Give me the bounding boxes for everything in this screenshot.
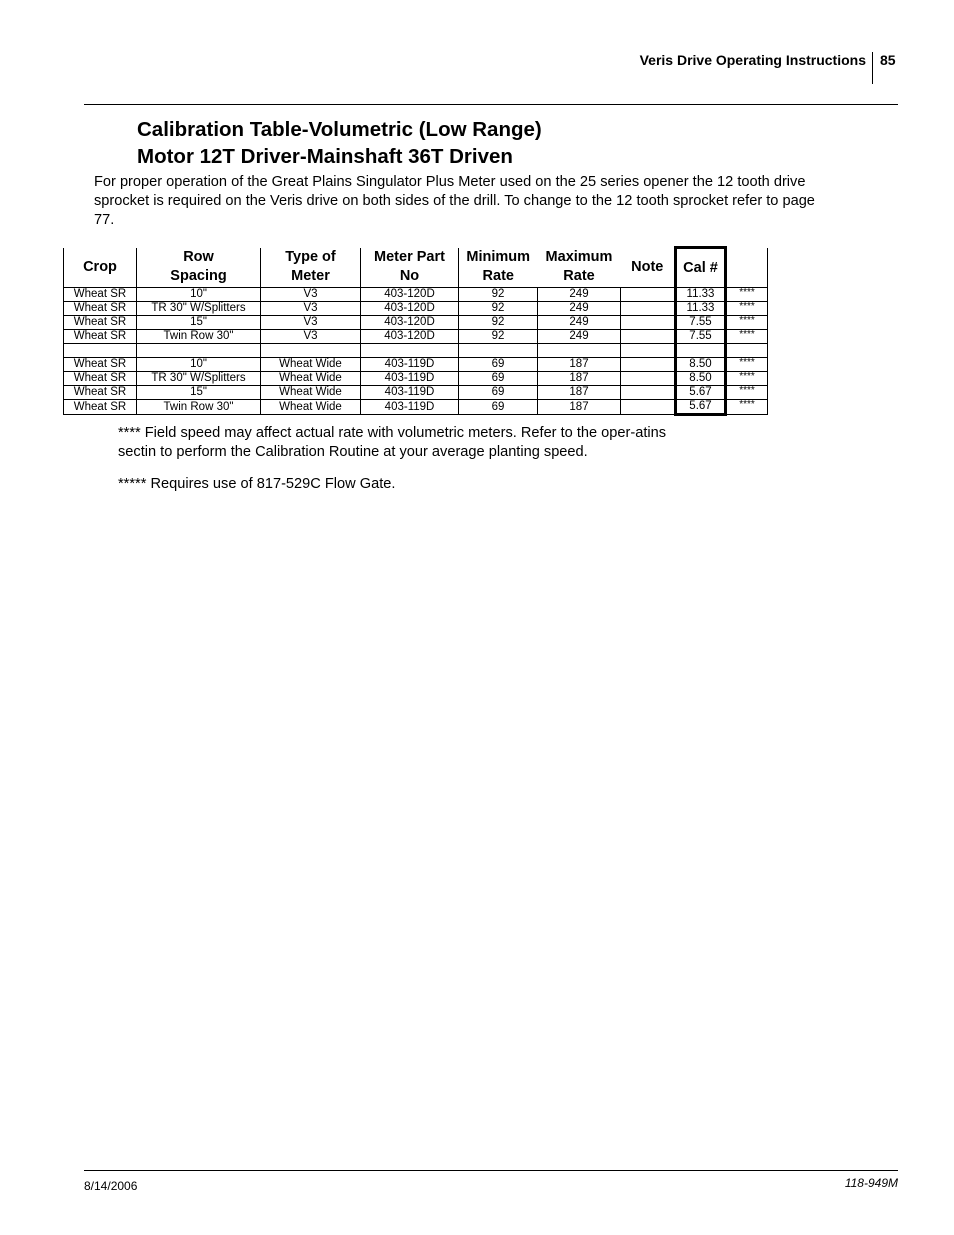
col-header-meter-type: Type of Meter — [261, 248, 361, 288]
table-row — [64, 344, 768, 358]
col-header-max-rate: Maximum Rate — [545, 249, 613, 285]
cell-note — [621, 344, 676, 358]
header-rule — [84, 104, 898, 105]
cell-crop: Wheat SR — [64, 316, 137, 330]
cell-min-rate: 69 — [459, 372, 538, 386]
cell-row-spacing: Twin Row 30" — [137, 330, 261, 344]
cell-meter-part: 403-120D — [361, 288, 459, 302]
cell-meter-part: 403-120D — [361, 330, 459, 344]
table-row — [64, 386, 768, 400]
cell-meter-part: 403-119D — [361, 372, 459, 386]
cell-max-rate: 249 — [538, 302, 621, 316]
cell-meter-part: 403-119D — [361, 386, 459, 400]
table-row — [64, 288, 768, 302]
cell-note — [621, 302, 676, 316]
cell-max-rate: 187 — [538, 372, 621, 386]
cell-flag: **** — [726, 316, 768, 330]
cell-meter-type — [261, 344, 361, 358]
table-header-row — [64, 248, 768, 288]
intro-paragraph: For proper operation of the Great Plains Singulator Plus Meter used on the 25 series opener the 12 tooth drive sprocket is required on the Veris drive on both sides of the drill. To change to the 12 tooth sprocket refer to page 77. — [94, 174, 815, 228]
cell-max-rate — [538, 344, 621, 358]
footer-date: 8/14/2006 — [84, 1179, 138, 1193]
table-row — [64, 372, 768, 386]
cell-crop: Wheat SR — [64, 302, 137, 316]
cell-meter-part: 403-120D — [361, 302, 459, 316]
header-divider — [872, 52, 873, 84]
cell-row-spacing: TR 30" W/Splitters — [137, 302, 261, 316]
cell-flag: **** — [726, 386, 768, 400]
cell-crop: Wheat SR — [64, 386, 137, 400]
header-title: Veris Drive Operating Instructions — [639, 52, 866, 68]
cell-meter-part: 403-119D — [361, 400, 459, 415]
cell-crop — [64, 344, 137, 358]
cell-row-spacing: 10" — [137, 358, 261, 372]
cell-max-rate: 249 — [538, 330, 621, 344]
cell-meter-type: V3 — [261, 288, 361, 302]
col-header-meter-part: Meter Part No — [361, 248, 459, 288]
cell-max-rate: 187 — [538, 358, 621, 372]
page-number: 85 — [880, 52, 896, 68]
cell-crop: Wheat SR — [64, 330, 137, 344]
cell-meter-part — [361, 344, 459, 358]
cell-meter-type: Wheat Wide — [261, 386, 361, 400]
cell-max-rate: 187 — [538, 400, 621, 415]
title-line-2: Motor 12T Driver-Mainshaft 36T Driven — [137, 145, 513, 168]
cell-cal: 5.67 — [676, 400, 726, 415]
cell-cal: 7.55 — [676, 316, 726, 330]
cell-meter-part: 403-119D — [361, 358, 459, 372]
cell-note — [621, 288, 676, 302]
cell-note — [621, 330, 676, 344]
cell-cal: 11.33 — [676, 302, 726, 316]
col-header-note: Note — [631, 258, 664, 275]
cell-cal: 11.33 — [676, 288, 726, 302]
cell-cal: 8.50 — [676, 358, 726, 372]
cell-cal — [676, 344, 726, 358]
cell-flag: **** — [726, 372, 768, 386]
table-row — [64, 400, 768, 415]
cell-min-rate: 92 — [459, 302, 538, 316]
cell-flag: **** — [726, 288, 768, 302]
table-row — [64, 358, 768, 372]
cell-min-rate: 69 — [459, 386, 538, 400]
col-header-min-rate: Minimum Rate — [466, 249, 531, 285]
cell-row-spacing: 10" — [137, 288, 261, 302]
cell-meter-type: V3 — [261, 330, 361, 344]
cell-meter-part: 403-120D — [361, 316, 459, 330]
cell-row-spacing: Twin Row 30" — [137, 400, 261, 415]
cell-min-rate: 92 — [459, 316, 538, 330]
cell-meter-type: Wheat Wide — [261, 358, 361, 372]
cell-flag — [726, 344, 768, 358]
cell-row-spacing: 15" — [137, 316, 261, 330]
cell-max-rate: 249 — [538, 316, 621, 330]
cell-row-spacing: 15" — [137, 386, 261, 400]
cell-meter-type: V3 — [261, 316, 361, 330]
title-line-1: Calibration Table-Volumetric (Low Range) — [137, 118, 542, 141]
cell-max-rate: 187 — [538, 386, 621, 400]
col-header-flag — [726, 248, 768, 288]
cell-min-rate — [459, 344, 538, 358]
cell-flag: **** — [726, 302, 768, 316]
cell-min-rate: 92 — [459, 330, 538, 344]
cell-row-spacing — [137, 344, 261, 358]
table-row — [64, 316, 768, 330]
footer-rule — [84, 1170, 898, 1171]
cell-note — [621, 316, 676, 330]
cell-row-spacing: TR 30" W/Splitters — [137, 372, 261, 386]
cell-flag: **** — [726, 358, 768, 372]
cell-meter-type: V3 — [261, 302, 361, 316]
footer-doc-number: 118-949M — [844, 1176, 898, 1190]
page-title — [137, 116, 542, 170]
cell-min-rate: 69 — [459, 400, 538, 415]
cell-crop: Wheat SR — [64, 400, 137, 415]
cell-cal: 7.55 — [676, 330, 726, 344]
cell-crop: Wheat SR — [64, 358, 137, 372]
cell-note — [621, 372, 676, 386]
col-header-cal: Cal # — [676, 248, 726, 288]
cell-max-rate: 249 — [538, 288, 621, 302]
cell-cal: 5.67 — [676, 386, 726, 400]
footnote-flow-gate: ***** Requires use of 817-529C Flow Gate. — [118, 476, 396, 492]
cell-crop: Wheat SR — [64, 288, 137, 302]
cell-note — [621, 386, 676, 400]
cell-min-rate: 92 — [459, 288, 538, 302]
cell-meter-type: Wheat Wide — [261, 400, 361, 415]
calibration-table — [63, 246, 768, 416]
cell-note — [621, 400, 676, 415]
table-row — [64, 302, 768, 316]
footnote-field-speed: **** Field speed may affect actual rate with volumetric meters. Refer to the oper-atins sectin to perform the Calibration Routine at your average planting speed. — [118, 425, 667, 460]
col-header-crop: Crop — [64, 248, 137, 288]
col-header-row-spacing: Row Spacing — [137, 248, 261, 288]
table-row — [64, 330, 768, 344]
cell-flag: **** — [726, 330, 768, 344]
cell-note — [621, 358, 676, 372]
cell-flag: **** — [726, 400, 768, 415]
cell-crop: Wheat SR — [64, 372, 137, 386]
cell-meter-type: Wheat Wide — [261, 372, 361, 386]
cell-cal: 8.50 — [676, 372, 726, 386]
cell-min-rate: 69 — [459, 358, 538, 372]
